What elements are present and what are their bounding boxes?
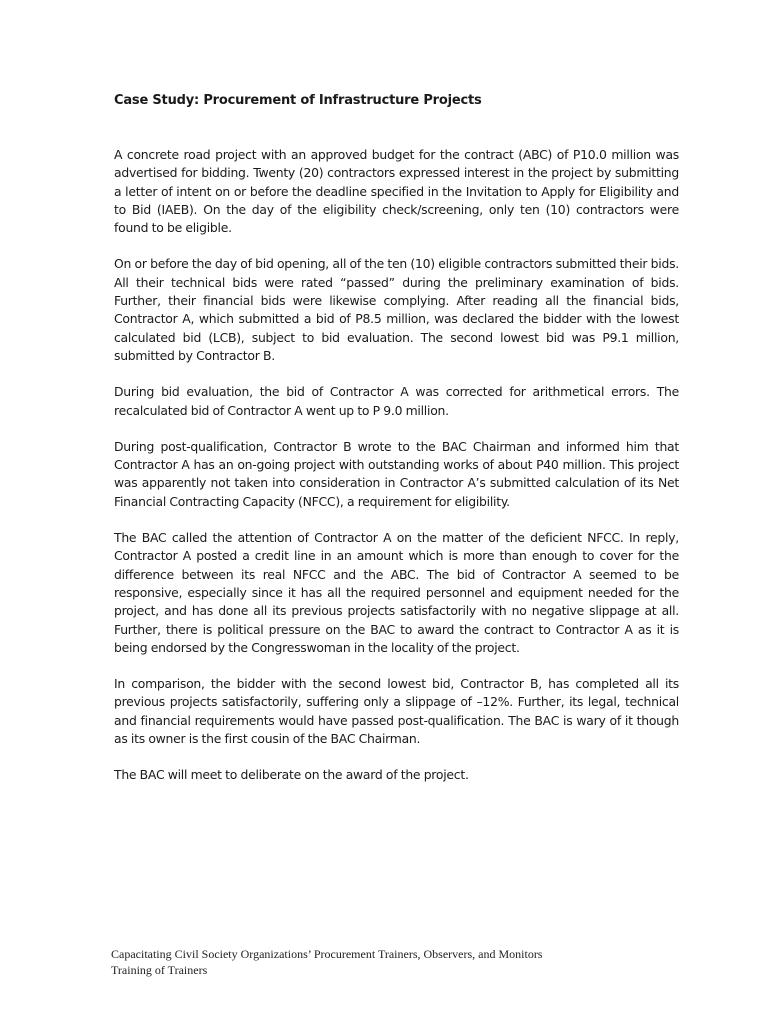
document-body [114,146,679,803]
paragraph-nfcc-issue: The BAC called the attention of Contractor A on the matter of the deficient NFCC. In reply, Contractor A posted a credit line in an amount which is more than enough to cover for the difference between its real NFCC and the ABC. The bid of Contractor A seemed to be responsive, especially since it has all the required personnel and equipment needed for the project, and has done all its previous projects satisfactorily with no negative slippage at all. Further, there is political pressure on the BAC to award the contract to Contractor A as it is being endorsed by the Congresswoman in the locality of the project. [114,530,679,655]
page-footer [111,946,542,978]
paragraph-bid-evaluation: During bid evaluation, the bid of Contractor A was corrected for arithmetical errors. The recalculated bid of Contractor A went up to P 9.0 million. [114,384,679,418]
paragraph-project-overview: A concrete road project with an approved budget for the contract (ABC) of P10.0 million was advertised for bidding. Twenty (20) contractors expressed interest in the project by submitting a letter of intent on or before the deadline specified in the Invitation to Apply for Eligibility and to Bid (IAEB). On the day of the eligibility check/screening, only ten (10) contractors were found to be eligible. [114,147,679,236]
footer-line-program: Capacitating Civil Society Organizations’ Procurement Trainers, Observers, and Monitors [111,947,543,961]
paragraph-post-qualification: During post-qualification, Contractor B wrote to the BAC Chairman and informed him that Contractor A has an on-going project with outstanding works of about P40 million. This project was apparently not taken into consideration in Contractor A’s submitted calculation of its Net Financial Contracting Capacity (NFCC), a requirement for eligibility. [114,438,679,509]
paragraph-contractor-b: In comparison, the bidder with the second lowest bid, Contractor B, has completed all its previous projects satisfactorily, suffering only a slippage of –12%. Further, its legal, technical and financial requirements would have passed post-qualification. The BAC is wary of it though as its owner is the first cousin of the BAC Chairman. [114,676,679,747]
page-title: Case Study: Procurement of Infrastructure Projects [114,93,482,108]
paragraph-bid-opening: On or before the day of bid opening, all of the ten (10) eligible contractors submitted their bids. All their technical bids were rated “passed” during the preliminary examination of bids. Further, their financial bids were likewise complying. After reading all the financial bids, Contractor A, which submitted a bid of P8.5 million, was declared the bidder with the lowest calculated bid (LCB), subject to bid evaluation. The second lowest bid was P9.1 million, submitted by Contractor B. [114,256,679,363]
footer-line-training: Training of Trainers [111,963,208,977]
paragraph-conclusion: The BAC will meet to deliberate on the award of the project. [114,767,469,783]
